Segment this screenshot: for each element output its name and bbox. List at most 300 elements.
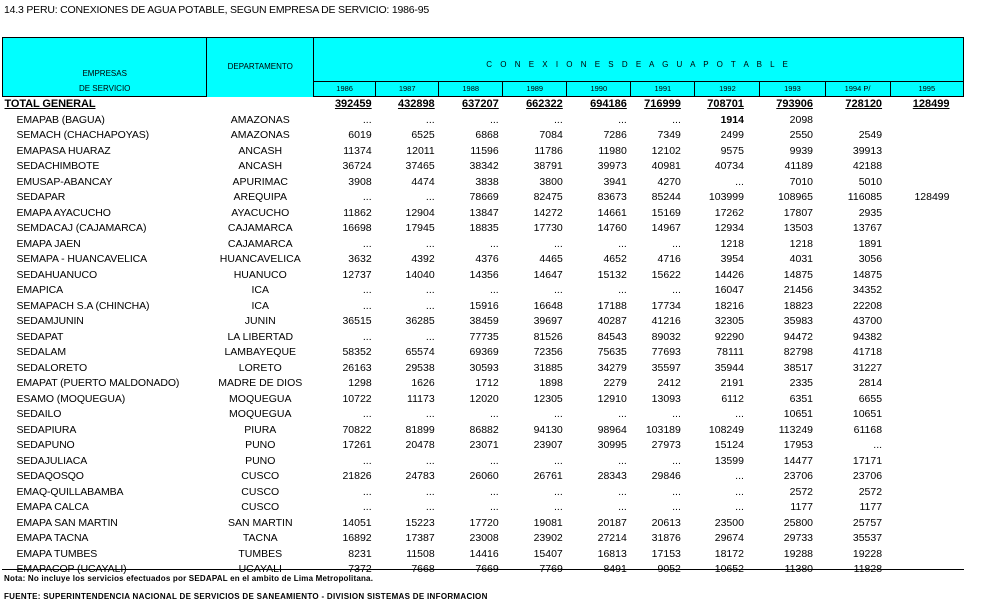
year-header: 1986	[314, 82, 376, 97]
empresa-cell: SEDAILO	[16, 408, 62, 420]
value-cell	[890, 376, 963, 392]
value-cell: 1898	[539, 377, 563, 389]
empresa-cell: SEDAJULIACA	[16, 454, 88, 467]
value-cell	[890, 113, 963, 129]
departamento-cell: CUSCO	[241, 470, 280, 482]
year-header: 1988	[439, 82, 503, 97]
value-cell: 4465	[539, 253, 563, 265]
empresa-cell: EMAPA CALCA	[16, 501, 89, 513]
value-cell: ...	[618, 408, 627, 420]
value-cell: 35537	[852, 532, 883, 544]
value-cell: 3954	[720, 253, 744, 265]
empresa-cell: SEMAPA - HUANCAVELICA	[16, 253, 148, 265]
value-cell: 40287	[597, 315, 627, 327]
value-cell	[890, 221, 963, 237]
table-row	[3, 500, 964, 516]
total-departamento	[207, 97, 314, 113]
value-cell: ...	[489, 454, 499, 467]
value-cell	[890, 345, 963, 361]
departamento-cell: HUANCAVELICA	[219, 253, 301, 265]
empresa-cell: SEMACH (CHACHAPOYAS)	[16, 129, 150, 141]
value-cell: 42188	[852, 160, 883, 172]
value-cell: 8231	[348, 547, 372, 560]
value-cell: ...	[362, 113, 372, 126]
value-cell: 16698	[342, 222, 372, 234]
value-cell: ...	[489, 284, 499, 296]
total-value: 392459	[334, 98, 372, 110]
value-cell	[890, 438, 963, 454]
table-row	[3, 268, 964, 284]
value-cell: 7372	[348, 563, 372, 575]
value-cell: ...	[735, 501, 744, 513]
value-cell: ...	[735, 175, 744, 188]
value-cell: ...	[554, 237, 563, 250]
value-cell: 108965	[777, 191, 813, 203]
value-cell: ...	[362, 501, 372, 513]
table-row	[3, 361, 964, 377]
departamento-cell: MOQUEGUA	[229, 408, 292, 420]
empresa-cell: EMAPA TUMBES	[16, 547, 98, 560]
value-cell: 4270	[657, 175, 681, 188]
value-cell: ...	[554, 113, 563, 126]
value-cell: 11862	[343, 206, 372, 219]
total-value: 728120	[845, 98, 883, 110]
value-cell: 72356	[533, 346, 563, 358]
value-cell: 6655	[858, 392, 883, 405]
value-cell: ...	[425, 299, 435, 312]
value-cell: 8491	[603, 563, 627, 575]
value-cell: ...	[554, 454, 563, 467]
value-cell: 7769	[539, 563, 563, 575]
value-cell: ...	[672, 454, 681, 467]
value-cell: 98964	[597, 423, 627, 436]
value-cell: 41189	[784, 160, 813, 172]
value-cell: 12904	[405, 206, 435, 219]
value-cell: 4392	[411, 253, 435, 265]
value-cell: 39913	[852, 144, 883, 157]
departamento-cell: AYACUCHO	[231, 206, 290, 219]
value-cell: 6868	[475, 129, 499, 141]
value-cell: ...	[425, 454, 435, 467]
empresa-cell: SEMDACAJ (CAJAMARCA)	[16, 222, 147, 234]
value-cell: 23008	[469, 532, 499, 544]
value-cell: ...	[672, 485, 681, 498]
value-cell: 9052	[657, 563, 681, 575]
value-cell: 38342	[469, 160, 499, 172]
value-cell: 43700	[852, 315, 883, 327]
value-cell: 17387	[405, 532, 435, 544]
value-cell: 94130	[533, 423, 563, 436]
departamento-cell: AMAZONAS	[230, 113, 290, 126]
empresa-cell: ESAMO (MOQUEGUA)	[16, 392, 126, 405]
value-cell: ...	[425, 191, 435, 203]
value-cell: 6019	[348, 129, 372, 141]
value-cell: 4474	[411, 175, 435, 188]
value-cell: 10652	[714, 563, 744, 575]
value-cell: 6351	[789, 392, 813, 405]
table-row	[3, 407, 964, 423]
value-cell	[890, 454, 963, 470]
value-cell: 27214	[597, 532, 627, 544]
value-cell: 21826	[342, 470, 372, 482]
value-cell: 25800	[783, 516, 813, 529]
value-cell: 2335	[789, 377, 813, 389]
value-cell: 7669	[475, 563, 499, 575]
value-cell: 11374	[343, 144, 372, 157]
value-cell: 10651	[783, 408, 813, 420]
value-cell: 25757	[852, 516, 883, 529]
value-cell: 38459	[469, 315, 499, 327]
table-row	[3, 314, 964, 330]
table-row	[3, 392, 964, 408]
value-cell	[890, 423, 963, 439]
value-cell: 1298	[348, 377, 372, 389]
empresa-cell: SEDAHUANUCO	[16, 268, 98, 281]
value-cell: 17188	[597, 299, 627, 312]
empresa-cell: EMAPA AYACUCHO	[16, 206, 111, 219]
value-cell: 17734	[651, 299, 681, 312]
value-cell	[890, 516, 963, 532]
table-row	[3, 531, 964, 547]
value-cell: 16648	[533, 299, 563, 312]
value-cell: ...	[618, 237, 627, 250]
value-cell: 31885	[533, 361, 563, 374]
value-cell: 7084	[539, 129, 563, 141]
value-cell: 1177	[790, 501, 813, 513]
value-cell	[890, 469, 963, 485]
value-cell: 20478	[405, 439, 435, 451]
departamento-cell: AMAZONAS	[230, 129, 290, 141]
value-cell: 2549	[858, 129, 883, 141]
value-cell: ...	[362, 284, 372, 296]
table-row	[3, 438, 964, 454]
value-cell: 29674	[714, 532, 744, 544]
value-cell: ...	[554, 501, 563, 513]
value-cell	[890, 547, 963, 563]
value-cell: 82475	[533, 191, 563, 203]
table-row	[3, 516, 964, 532]
value-cell: 4716	[657, 253, 681, 265]
departamento-cell: ICA	[251, 299, 270, 312]
value-cell: ...	[672, 408, 681, 420]
empresa-cell: EMUSAP-ABANCAY	[16, 175, 113, 188]
value-cell: 2572	[789, 485, 813, 498]
value-cell: 27973	[651, 439, 681, 451]
value-cell: 4376	[475, 253, 499, 265]
value-cell	[890, 268, 963, 284]
value-cell: 18216	[714, 299, 744, 312]
value-cell: 28343	[597, 470, 627, 482]
year-header: 1992	[695, 82, 760, 97]
value-cell: ...	[425, 330, 435, 343]
table-row	[3, 128, 964, 144]
value-cell: ...	[362, 485, 372, 498]
departamento-cell: MOQUEGUA	[229, 392, 292, 405]
empresa-cell: SEDAPUNO	[16, 439, 75, 451]
table-bottom-rule	[2, 569, 964, 570]
value-cell: 20187	[597, 516, 627, 529]
value-cell: 21456	[783, 284, 813, 296]
departamento-cell: UCAYALI	[238, 563, 282, 575]
value-cell: ...	[618, 501, 627, 513]
value-cell: 1218	[789, 237, 813, 250]
value-cell: 23907	[533, 439, 563, 451]
departamento-cell: MADRE DE DIOS	[218, 377, 303, 389]
value-cell: 2191	[720, 377, 744, 389]
departamento-cell: TUMBES	[238, 547, 283, 560]
value-cell: ...	[873, 439, 883, 451]
value-cell: 84543	[597, 330, 627, 343]
value-cell	[890, 314, 963, 330]
value-cell: 11173	[407, 392, 435, 405]
value-cell: 78669	[469, 191, 499, 203]
value-cell: 30995	[597, 439, 627, 451]
value-cell: 30593	[469, 361, 499, 374]
table-row	[3, 485, 964, 501]
table-row	[3, 469, 964, 485]
value-cell: 15916	[469, 299, 499, 312]
value-cell: 13847	[469, 206, 499, 219]
value-cell: 17953	[783, 439, 813, 451]
value-cell: 9575	[720, 144, 744, 157]
value-cell: 103999	[708, 191, 744, 203]
total-value: 708701	[707, 98, 744, 110]
value-cell: 69369	[469, 346, 499, 358]
empresas-header-line2: DE SERVICIO	[3, 82, 207, 97]
departamento-cell: CUSCO	[241, 501, 280, 513]
value-cell: ...	[618, 454, 627, 467]
value-cell: 16892	[342, 532, 372, 544]
value-cell: ...	[489, 485, 499, 498]
value-cell: ...	[489, 501, 499, 513]
value-cell: 15124	[714, 439, 744, 451]
value-cell: 14875	[852, 268, 883, 281]
value-cell: 83673	[597, 191, 627, 203]
value-cell: 10651	[852, 408, 883, 420]
value-cell: ...	[735, 485, 744, 498]
value-cell: 70822	[342, 423, 372, 436]
value-cell: 16813	[597, 547, 627, 560]
value-cell: 82798	[783, 346, 813, 358]
empresa-cell: SEMAPACH S.A (CHINCHA)	[16, 299, 150, 312]
value-cell: ...	[618, 485, 627, 498]
value-cell: 12102	[651, 144, 681, 157]
departamento-cell: PUNO	[245, 454, 276, 467]
value-cell: 26060	[469, 470, 499, 482]
value-cell: 31876	[651, 532, 681, 544]
value-cell: 2814	[858, 377, 883, 389]
value-cell	[890, 485, 963, 501]
empresa-cell: SEDAPAR	[16, 191, 66, 203]
value-cell: 4652	[603, 253, 627, 265]
table-row	[3, 175, 964, 191]
value-cell: 14051	[342, 516, 372, 529]
empresa-cell: SEDAPIURA	[16, 423, 77, 436]
value-cell: 15622	[651, 268, 681, 281]
table-row	[3, 144, 964, 160]
value-cell: 3941	[603, 175, 627, 188]
value-cell: ...	[362, 330, 372, 343]
value-cell	[890, 392, 963, 408]
departamento-cell: JUNIN	[244, 315, 276, 327]
value-cell: 23706	[783, 470, 813, 482]
value-cell	[825, 113, 890, 129]
value-cell: 3632	[348, 253, 372, 265]
value-cell: 34279	[597, 361, 627, 374]
year-header: 1995	[890, 82, 963, 97]
value-cell: 40981	[651, 160, 681, 172]
value-cell: ...	[362, 237, 372, 250]
departamento-cell: LAMBAYEQUE	[224, 346, 297, 358]
value-cell	[890, 159, 963, 175]
value-cell: 89032	[651, 330, 681, 343]
value-cell: 34352	[852, 284, 883, 296]
value-cell: 41216	[651, 315, 681, 327]
empresa-cell: EMAPA SAN MARTIN	[16, 516, 118, 529]
value-cell: 1218	[720, 237, 744, 250]
value-cell: 19081	[533, 516, 563, 529]
value-cell: 38791	[533, 160, 563, 172]
empresa-cell: EMAPICA	[16, 284, 64, 296]
value-cell: ...	[425, 284, 435, 296]
value-cell: 4031	[789, 253, 813, 265]
value-cell: ...	[618, 284, 627, 296]
value-cell: 14760	[597, 222, 627, 234]
value-cell: 22208	[852, 299, 883, 312]
table-row	[3, 330, 964, 346]
table-row	[3, 283, 964, 299]
value-cell: 11980	[598, 144, 627, 157]
value-cell: 14967	[651, 222, 681, 234]
empresa-cell: EMAPAT (PUERTO MALDONADO)	[16, 377, 180, 389]
value-cell: 92290	[714, 330, 744, 343]
value-cell: 38517	[783, 361, 813, 374]
value-cell: 26163	[342, 361, 372, 374]
value-cell: 23071	[469, 439, 499, 451]
value-cell: 77693	[651, 346, 681, 358]
departamento-cell: HUANUCO	[233, 268, 287, 281]
value-cell: 14272	[533, 206, 563, 219]
year-header: 1994 P/	[825, 82, 890, 97]
total-label: TOTAL GENERAL	[4, 98, 96, 110]
departamento-cell: LORETO	[238, 361, 282, 374]
value-cell: 23902	[533, 532, 563, 544]
value-cell: ...	[672, 284, 681, 296]
value-cell: 35944	[714, 361, 744, 374]
departamento-cell: ANCASH	[238, 144, 283, 157]
table-row	[3, 159, 964, 175]
value-cell: 37465	[405, 160, 435, 172]
value-cell: 19288	[783, 547, 813, 560]
value-cell: ...	[425, 485, 435, 498]
total-value: 637207	[462, 98, 499, 110]
value-cell: 18172	[714, 547, 744, 560]
value-cell	[890, 299, 963, 315]
value-cell: 13093	[651, 392, 681, 405]
value-cell: 17262	[714, 206, 744, 219]
value-cell: 39973	[597, 160, 627, 172]
table-row	[3, 454, 964, 470]
table-row	[3, 252, 964, 268]
page-title: 14.3 PERU: CONEXIONES DE AGUA POTABLE, SEGUN EMPRESA DE SERVICIO: 1986-95	[4, 4, 430, 16]
value-cell: 86882	[469, 423, 499, 436]
value-cell: 1914	[720, 113, 744, 126]
value-cell	[890, 128, 963, 144]
table-row	[3, 423, 964, 439]
value-cell: 12737	[342, 268, 372, 281]
value-cell: 5010	[858, 175, 883, 188]
empresa-cell: SEDAQOSQO	[16, 470, 84, 482]
value-cell: 3800	[539, 175, 563, 188]
value-cell: ...	[489, 408, 499, 420]
total-value: 432898	[397, 98, 435, 110]
value-cell: 17153	[651, 547, 681, 560]
table-row	[3, 345, 964, 361]
departamento-header: DEPARTAMENTO	[207, 38, 314, 97]
value-cell: 13767	[852, 222, 883, 234]
value-cell: 81526	[533, 330, 563, 343]
value-cell: 20613	[651, 516, 681, 529]
total-value: 662322	[526, 98, 563, 110]
footnote: Nota: No incluye los servicios efectuados por SEDAPAL en el ambito de Lima Metropolitana.	[4, 574, 374, 583]
departamento-cell: PUNO	[245, 439, 276, 451]
value-cell: 2279	[603, 377, 627, 389]
departamento-cell: SAN MARTIN	[227, 516, 293, 529]
value-cell: 81899	[405, 423, 435, 436]
value-cell: 11596	[470, 144, 499, 157]
value-cell: 61168	[853, 423, 883, 436]
year-header: 1987	[376, 82, 439, 97]
empresa-cell: EMAPA TACNA	[16, 532, 89, 544]
value-cell	[890, 531, 963, 547]
value-cell: ...	[554, 485, 563, 498]
value-cell	[890, 283, 963, 299]
value-cell: 7286	[603, 129, 627, 141]
value-cell: 128499	[914, 191, 950, 203]
value-cell: 17720	[469, 516, 499, 529]
value-cell: ...	[554, 408, 563, 420]
value-cell: 36724	[342, 160, 372, 172]
value-cell: 108249	[708, 423, 744, 436]
value-cell: ...	[672, 237, 681, 250]
value-cell: 11380	[784, 563, 813, 575]
value-cell: ...	[362, 454, 372, 467]
empresas-header: EMPRESAS	[3, 38, 207, 82]
value-cell: 7010	[789, 175, 813, 188]
value-cell: 6525	[411, 129, 435, 141]
value-cell: 15169	[651, 206, 681, 219]
total-value: 128499	[912, 98, 950, 110]
value-cell: 12934	[714, 222, 744, 234]
value-cell: ...	[425, 237, 435, 250]
value-cell: 3908	[348, 175, 372, 188]
table-row	[3, 113, 964, 129]
departamento-cell: TACNA	[242, 532, 278, 544]
empresa-cell: SEDALAM	[16, 346, 66, 358]
value-cell: 15407	[533, 547, 563, 560]
source-line: FUENTE: SUPERINTENDENCIA NACIONAL DE SERVICIOS DE SANEAMIENTO - DIVISION SISTEMAS DE INFORMACION	[4, 592, 488, 601]
value-cell: 12305	[533, 392, 563, 405]
table-row	[3, 299, 964, 315]
value-cell: 2572	[858, 485, 883, 498]
value-cell: 14661	[597, 206, 627, 219]
value-cell: 14647	[533, 268, 563, 281]
value-cell: ...	[362, 299, 372, 312]
departamento-cell: AREQUIPA	[233, 191, 287, 203]
value-cell: 13599	[714, 454, 744, 467]
empresa-cell: SEDAPAT	[16, 330, 64, 343]
value-cell: 2412	[657, 377, 681, 389]
